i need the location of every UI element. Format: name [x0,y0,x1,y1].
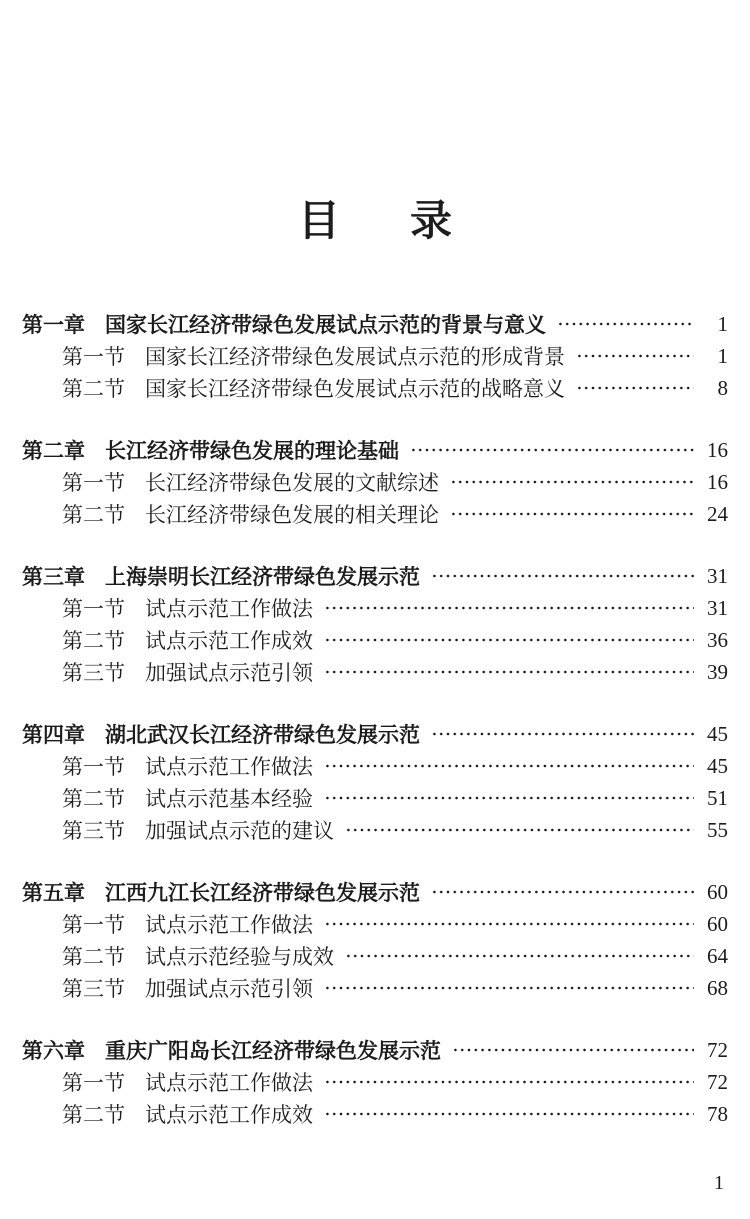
toc-entry-page: 45 [707,721,728,746]
dot-leader [410,434,694,466]
toc-entry [22,340,728,372]
toc-entry [22,782,728,814]
toc-entry-page: 78 [707,1101,728,1126]
toc-entry-label: 第三节 [62,977,125,1002]
toc-entry-title: 试点示范工作做法 [145,755,313,780]
toc-entry [22,308,728,340]
page-title-char-right: 录 [410,199,453,245]
toc-entry-title: 国家长江经济带绿色发展试点示范的战略意义 [145,377,565,402]
toc-entry [22,718,728,750]
dot-leader [576,372,694,404]
toc-entry-page: 36 [707,627,728,652]
toc-entry [22,908,728,940]
footer-page-number: 1 [714,1172,724,1194]
dot-leader [576,340,694,372]
toc-entry-title: 重庆广阳岛长江经济带绿色发展示范 [105,1040,441,1064]
toc-entry-page: 60 [707,911,728,936]
dot-leader [557,308,694,340]
toc-entry-label: 第一节 [62,913,125,938]
dot-leader [324,592,694,624]
toc-entry-label: 第一节 [62,597,125,622]
toc-list [22,308,728,1130]
toc-entry-title: 长江经济带绿色发展的相关理论 [145,503,439,528]
toc-entry-title: 长江经济带绿色发展的文献综述 [145,471,439,496]
toc-entry-label: 第一节 [62,1071,125,1096]
toc-entry-label: 第六章 [22,1040,85,1064]
toc-entry-title: 试点示范工作做法 [145,913,313,938]
dot-leader [324,908,694,940]
toc-entry-label: 第二章 [22,440,85,464]
toc-entry [22,466,728,498]
toc-entry-label: 第二节 [62,503,125,528]
toc-entry-label: 第二节 [62,787,125,812]
dot-leader [324,972,694,1004]
toc-entry-page: 45 [707,753,728,778]
toc-entry-page: 72 [707,1037,728,1062]
toc-entry-page: 72 [707,1069,728,1094]
toc-entry [22,750,728,782]
toc-entry-page: 24 [707,501,728,526]
toc-entry-label: 第一节 [62,471,125,496]
toc-entry-label: 第二节 [62,945,125,970]
toc-entry [22,372,728,404]
toc-entry-label: 第二节 [62,629,125,654]
toc-entry-page: 16 [707,469,728,494]
toc-entry [22,624,728,656]
toc-entry-label: 第一节 [62,755,125,780]
dot-leader [431,718,694,750]
toc-entry-title: 加强试点示范的建议 [145,819,334,844]
toc-entry-page: 8 [717,375,728,400]
dot-leader [345,940,694,972]
dot-leader [324,624,694,656]
toc-entry-label: 第五章 [22,882,85,906]
page-title [0,0,750,246]
dot-leader [450,498,694,530]
toc-entry [22,592,728,624]
toc-entry-page: 16 [707,437,728,462]
toc-entry-title: 国家长江经济带绿色发展试点示范的背景与意义 [105,314,546,338]
toc-entry [22,1098,728,1130]
dot-leader [324,782,694,814]
toc-entry [22,814,728,846]
toc-entry-label: 第一节 [62,345,125,370]
dot-leader [452,1034,694,1066]
toc-entry-label: 第三节 [62,819,125,844]
toc-entry-page: 60 [707,879,728,904]
toc-entry-label: 第三章 [22,566,85,590]
toc-entry-title: 加强试点示范引领 [145,977,313,1002]
toc-entry-title: 上海崇明长江经济带绿色发展示范 [105,566,420,590]
dot-leader [324,1066,694,1098]
toc-entry-title: 试点示范工作做法 [145,597,313,622]
toc-entry-page: 31 [707,563,728,588]
toc-entry [22,876,728,908]
toc-entry-page: 39 [707,659,728,684]
toc-entry-title: 试点示范工作成效 [145,629,313,654]
toc-entry-page: 64 [707,943,728,968]
toc-entry-title: 江西九江长江经济带绿色发展示范 [105,882,420,906]
toc-entry-label: 第二节 [62,1103,125,1128]
toc-entry-page: 68 [707,975,728,1000]
toc-entry-title: 试点示范基本经验 [145,787,313,812]
dot-leader [431,560,694,592]
toc-entry-title: 试点示范工作做法 [145,1071,313,1096]
dot-leader [431,876,694,908]
toc-entry-label: 第四章 [22,724,85,748]
toc-entry [22,498,728,530]
dot-leader [324,750,694,782]
toc-entry [22,1034,728,1066]
toc-entry-page: 51 [707,785,728,810]
toc-entry-label: 第二节 [62,377,125,402]
toc-entry-title: 湖北武汉长江经济带绿色发展示范 [105,724,420,748]
toc-entry-page: 1 [717,343,728,368]
toc-entry [22,434,728,466]
page-title-char-left: 目 [297,199,340,245]
toc-entry-title: 国家长江经济带绿色发展试点示范的形成背景 [145,345,565,370]
toc-entry-page: 55 [707,817,728,842]
toc-entry [22,560,728,592]
toc-entry [22,940,728,972]
dot-leader [324,1098,694,1130]
toc-entry-label: 第三节 [62,661,125,686]
dot-leader [345,814,694,846]
dot-leader [450,466,694,498]
toc-entry-page: 1 [717,311,728,336]
dot-leader [324,656,694,688]
toc-entry-title: 长江经济带绿色发展的理论基础 [105,440,399,464]
toc-entry-title: 加强试点示范引领 [145,661,313,686]
toc-entry-title: 试点示范工作成效 [145,1103,313,1128]
toc-entry-page: 31 [707,595,728,620]
toc-entry-title: 试点示范经验与成效 [145,945,334,970]
toc-entry [22,656,728,688]
toc-entry [22,1066,728,1098]
toc-entry-label: 第一章 [22,314,85,338]
toc-entry [22,972,728,1004]
